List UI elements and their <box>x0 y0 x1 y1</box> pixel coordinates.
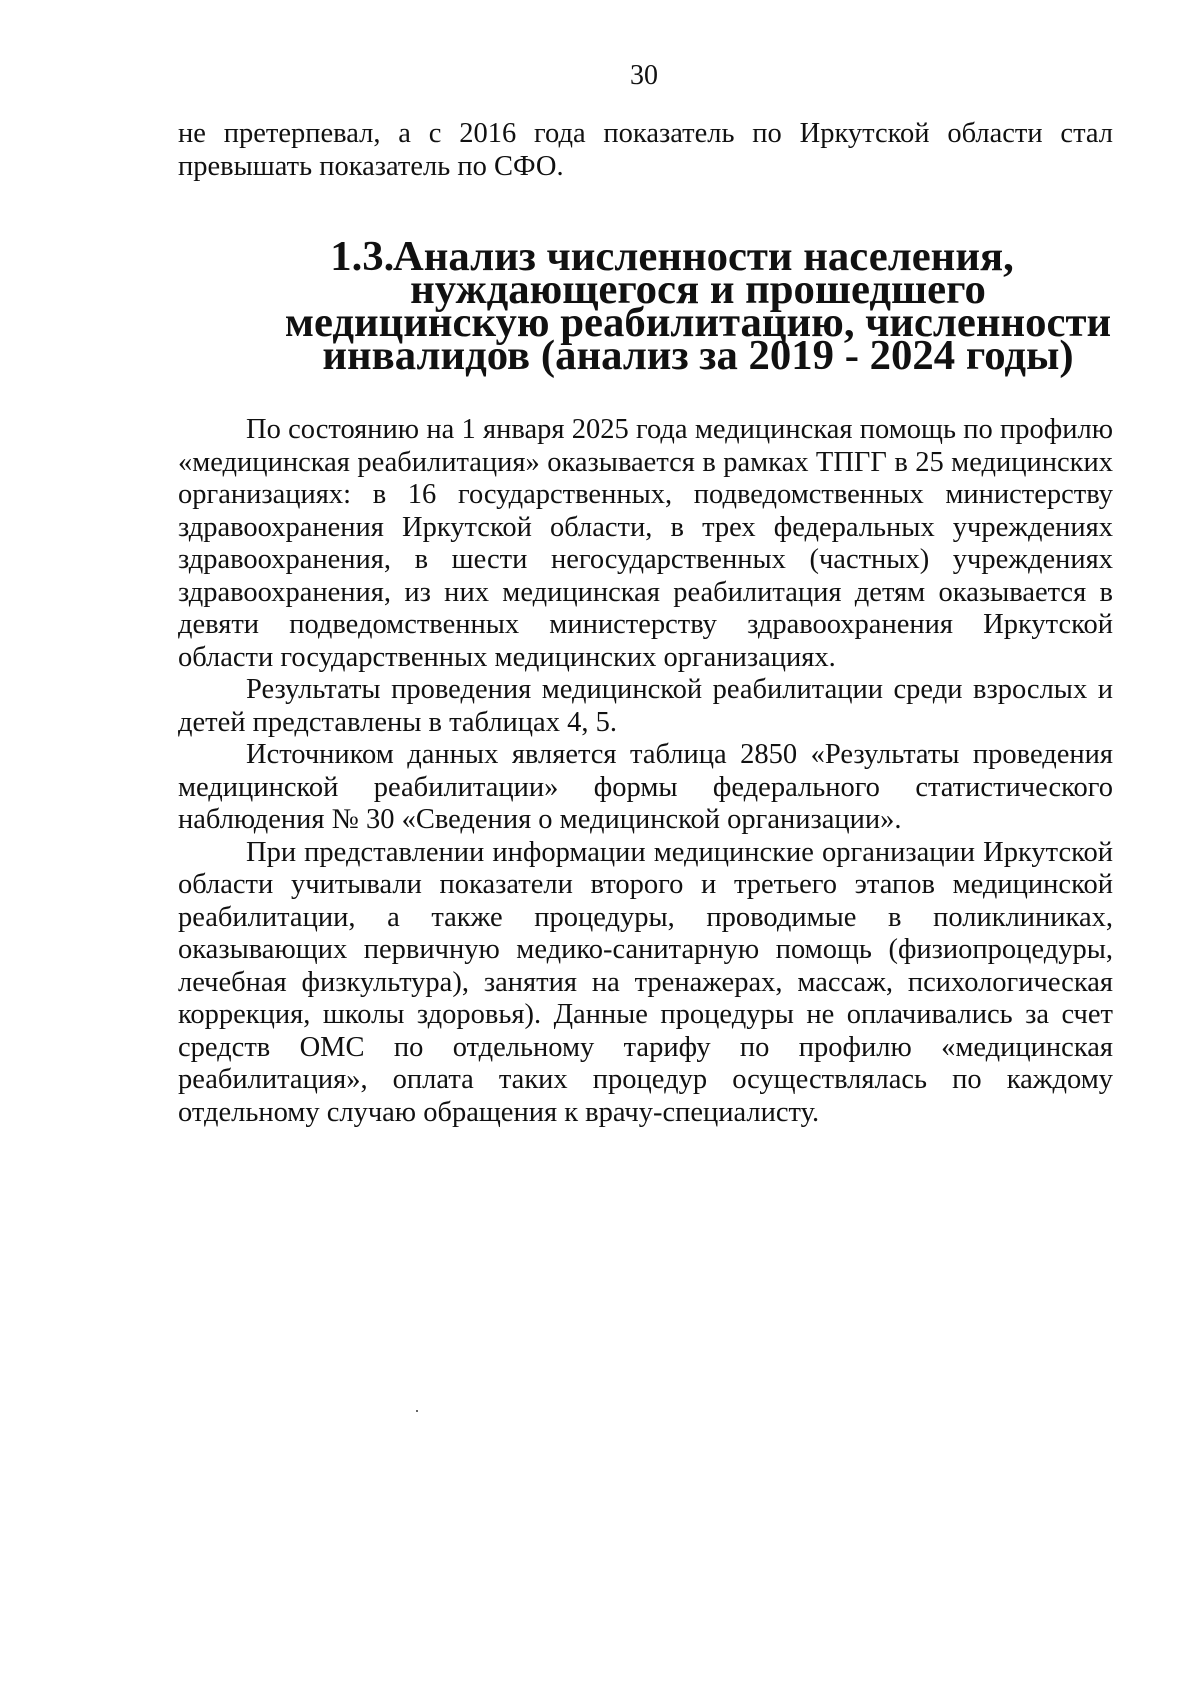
intro-paragraph: не претерпевал, а с 2016 года показатель по Иркутской области стал превышать показатель по СФО. <box>178 118 1113 182</box>
section-number: 1.3. <box>330 233 395 280</box>
scan-artifact-mark <box>416 1410 418 1412</box>
section-title: Анализ численности населения, нуждающегося и прошедшего медицинскую реабилитацию, численности инвалидов (анализ за 2019 - 2024 годы) <box>284 233 1112 379</box>
page-number: 30 <box>630 60 658 91</box>
document-body <box>178 118 1113 1129</box>
paragraph-rehab-organizations: По состоянию на 1 января 2025 года медицинская помощь по профилю «медицинская реабилитация» оказывается в рамках ТПГГ в 25 медицинских организациях: в 16 государственных, подведомственных министерству здравоохранения Иркутской области, в трех федеральных учреждениях здравоохранения, в шести негосударственных (частных) учреждениях здравоохранения, из них медицинская реабилитация детям оказывается в девяти подведомственных министерству здравоохранения Иркутской области государственных медицинских организациях. <box>178 414 1113 673</box>
paragraph-procedures: При представлении информации медицинские организации Иркутской области учитывали показатели второго и третьего этапов медицинской реабилитации, а также процедуры, проводимые в поликлиниках, оказывающих первичную медико-санитарную помощь (физиопроцедуры, лечебная физкультура), занятия на тренажерах, массаж, психологическая коррекция, школы здоровья). Данные процедуры не оплачивались за счет средств ОМС по отдельному тарифу по профилю «медицинская реабилитация», оплата таких процедур осуществлялась по каждому отдельному случаю обращения к врачу-специалисту. <box>178 836 1113 1128</box>
section-heading <box>178 233 1113 379</box>
paragraph-results-tables: Результаты проведения медицинской реабилитации среди взрослых и детей представлены в таблицах 4, 5. <box>178 674 1113 738</box>
paragraph-data-source: Источником данных является таблица 2850 «Результаты проведения медицинской реабилитации» формы федерального статистического наблюдения № 30 «Сведения о медицинской организации». <box>178 739 1113 835</box>
